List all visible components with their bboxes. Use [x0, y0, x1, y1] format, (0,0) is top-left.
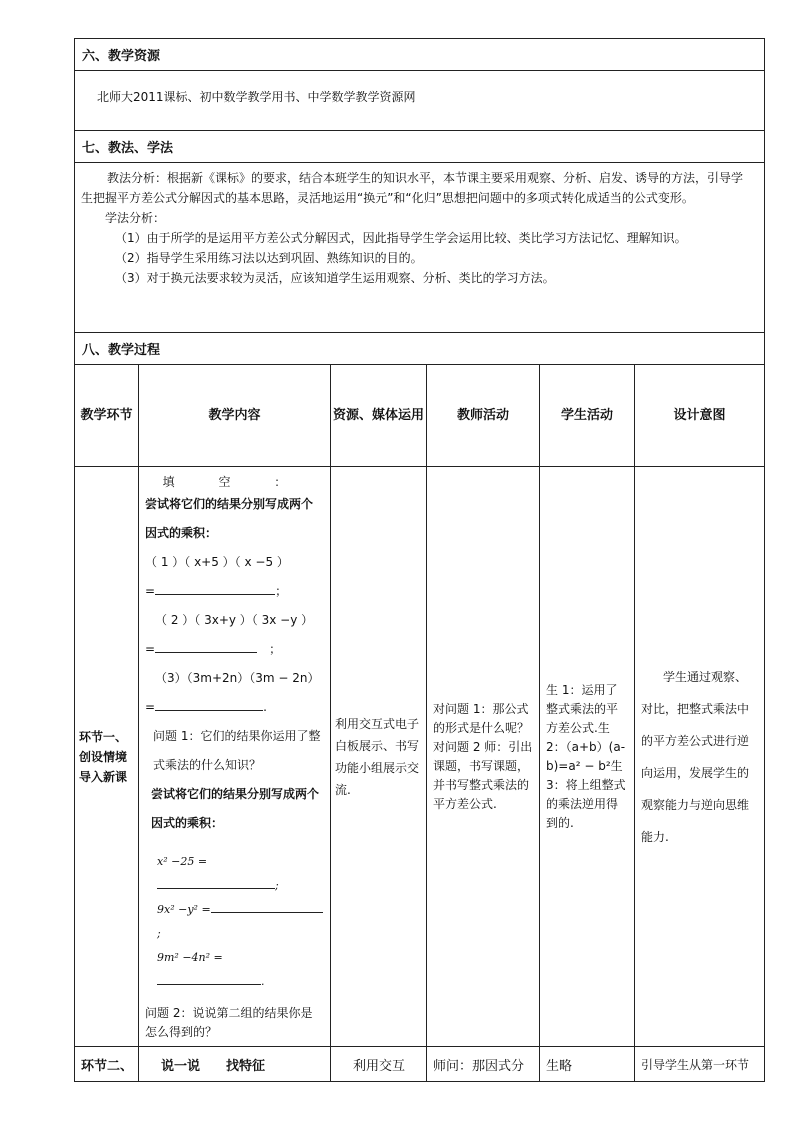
section6-content: 北师大2011课标、初中数学教学用书、中学数学教学资源网 [97, 90, 416, 104]
process-header-row [75, 365, 765, 467]
process-row-1 [75, 467, 765, 1047]
question-1: 问题 1：它们的结果你运用了整式乘法的什么知识？ [153, 729, 321, 772]
equation-2: 9x² −y² = [157, 903, 211, 916]
teaching-method-paragraph: 教法分析：根据新《课标》的要求，结合本班学生的知识水平，本节课主要采用观察、分析、启发、诱导的方法，引导学生把握平方差公式分解因式的基本思路，灵活地运用“换元”和“化归”思想把问题中的多项式转化成适当的公式变形。 [81, 171, 744, 205]
learning-method-title: 学法分析： [105, 211, 166, 225]
equation-line: x² −25 =; [157, 855, 279, 892]
row1-stage: 环节一、创设情境 导入新课 [75, 467, 139, 1047]
process-row-2 [75, 1047, 765, 1082]
equals-sign: = [145, 642, 156, 656]
equation-group [157, 850, 324, 994]
instruction-2: 尝试将它们的结果分别写成两个因式的乘积： [151, 787, 320, 830]
section6-content-cell [75, 71, 765, 131]
row1-resources: 利用交互式电子白板展示、书写功能小组展示交流. [331, 467, 427, 1047]
section7-content-cell [75, 163, 765, 333]
answer-blank[interactable] [155, 640, 257, 653]
instruction-1: 尝试将它们的结果分别写成两个因式的乘积： [145, 497, 314, 540]
exercise-item-3: （3）（3m+2n）（3m − 2n） [155, 671, 320, 685]
header-teacher: 教师活动 [427, 365, 540, 467]
header-intent: 设计意图 [635, 365, 765, 467]
header-student: 学生活动 [540, 365, 635, 467]
row1-content [139, 467, 331, 1047]
equation-line: 9x² −y² =; [157, 898, 324, 946]
answer-blank[interactable] [155, 582, 275, 595]
learning-item: （1）由于所学的是运用平方差公式分解因式，因此指导学生学会运用比较、类比学习方法记忆、理解知识。 [115, 231, 687, 245]
answer-line-2: = ； [145, 642, 282, 656]
exercise-item-1: （ 1 ）（ x+5 ）（ x −5 ） [145, 555, 289, 569]
section8-title: 八、教学过程 [75, 333, 765, 365]
row2-teacher: 师问：那因式分 [427, 1047, 540, 1082]
lesson-plan-table [74, 38, 765, 1082]
question-2: 问题 2：说说第二组的结果你是怎么得到的？ [145, 1006, 313, 1039]
equation-line: 9m² −4n² =. [157, 951, 265, 988]
equation-1: x² −25 = [157, 855, 208, 868]
answer-line-1: = ； [145, 584, 288, 598]
row1-student: 生 1：运用了整式乘法的平方差公式.生 2：（a+b）(a-b)=a² − b²生 3：将上组整式的乘法逆用得到的. [540, 467, 635, 1047]
document-page [74, 38, 764, 1082]
learning-item: （3）对于换元法要求较为灵活，应该知道学生运用观察、分析、类比的学习方法。 [115, 271, 555, 285]
section7-title: 七、教法、学法 [75, 131, 765, 163]
answer-line-3: = . [145, 700, 267, 714]
row1-teacher: 对问题 1：那公式的形式是什么呢？对问题 2 师：引出课题，书写课题，并书写整式乘法的平方差公式. [427, 467, 540, 1047]
row2-content: 说一说 找特征 [139, 1047, 331, 1082]
learning-item: （2）指导学生采用练习法以达到巩固、熟练知识的目的。 [115, 251, 423, 265]
answer-blank[interactable] [157, 972, 261, 985]
equals-sign: = [145, 584, 156, 598]
header-resources: 资源、媒体运用 [331, 365, 427, 467]
equation-3: 9m² −4n² = [157, 951, 223, 964]
header-stage: 教学环节 [75, 365, 139, 467]
row2-intent: 引导学生从第一环节 [635, 1047, 765, 1082]
equals-sign: = [145, 700, 156, 714]
row2-student: 生略 [540, 1047, 635, 1082]
answer-blank[interactable] [155, 698, 263, 711]
section6-title: 六、教学资源 [75, 39, 765, 71]
row1-intent: 学生通过观察、对比，把整式乘法中的平方差公式进行逆向运用，发展学生的观察能力与逆向思维能力. [635, 467, 765, 1047]
answer-blank[interactable] [157, 876, 275, 889]
fill-blank-label: 填 空 ： [162, 475, 307, 489]
exercise-item-2: （ 2 ）（ 3x+y ）（ 3x −y ） [155, 613, 314, 627]
row2-stage: 环节二、 [75, 1047, 139, 1082]
header-content: 教学内容 [139, 365, 331, 467]
answer-blank[interactable] [211, 900, 323, 913]
row2-resources: 利用交互 [331, 1047, 427, 1082]
